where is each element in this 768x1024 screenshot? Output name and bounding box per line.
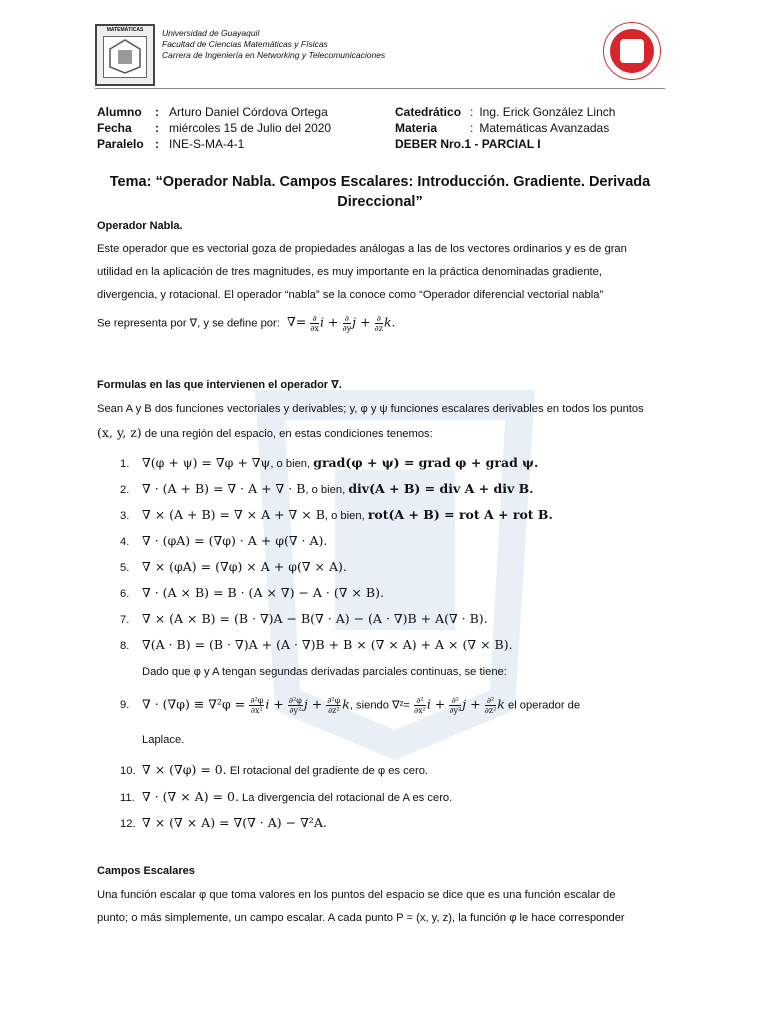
catedratico-label: Catedrático — [395, 105, 462, 119]
alumno-label: Alumno — [97, 105, 142, 119]
formula-item: 1. ∇(φ + ψ) = ∇φ + ∇ψ, o bien, grad(φ + ψ) = grad φ + grad ψ. — [120, 455, 539, 470]
parcial-label: - PARCIAL I — [474, 137, 541, 151]
laplace-text: Laplace. — [142, 734, 185, 746]
faculty-logo-text: MATEMÁTICAS — [106, 27, 144, 33]
paralelo-value: INE-S-MA-4-1 — [169, 137, 245, 151]
dado-que-text: Dado que φ y A tengan segundas derivadas parciales continuas, se tiene: — [142, 666, 507, 678]
campos-paragraph: Una función escalar φ que toma valores en los puntos del espacio se dice que es una función escalar de punto; o más simplemente, un campo escalar. A cada punto P = (x, y, z), la función φ le hace corresponder — [97, 889, 625, 924]
faculty-name: Facultad de Ciencias Matemáticas y Físicas — [162, 39, 328, 49]
course-info: Catedrático : Ing. Erick González Linch Materia : Matemáticas Avanzadas DEBER Nro.1 - PARCIAL I — [395, 105, 616, 151]
fecha-value: miércoles 15 de Julio del 2020 — [169, 121, 332, 135]
formula-item: 7. ∇ × (A × B) = (B · ∇)A − B(∇ · A) − (A · ∇)B + A(∇ · B). — [120, 611, 488, 626]
nabla-paragraph: Este operador que es vectorial goza de propiedades análogas a las de los vectores ordinarios y es de gran utilidad en la aplicación de tres magnitudes, es muy importante en la práctica denominadas gradiente, divergencia, y rotacional. El operador “nabla” se la conoce como “Operador diferencial vectorial nabla” — [97, 243, 627, 301]
network-icon — [620, 39, 644, 63]
formula-item: 5. ∇ × (φA) = (∇φ) × A + φ(∇ × A). — [120, 559, 347, 574]
faculty-logo — [95, 24, 155, 86]
formula-item: 6. ∇ · (A × B) = B · (A × ∇) − A · (∇ × B). — [120, 585, 384, 600]
section-heading-nabla: Operador Nabla. — [97, 220, 183, 232]
institution-header — [162, 28, 385, 61]
formula-item: 3. ∇ × (A + B) = ∇ × A + ∇ × B, o bien, rot(A + B) = rot A + rot B. — [120, 507, 553, 522]
formula-item-9: 9. ∇ · (∇φ) ≡ ∇²φ = $\frac{\text{∂²φ}}{\text{∂x²}}$ i + $\frac{\text{∂²φ}}{\text{∂y²}}$ j + $\frac{\text{∂²φ}}{\text{∂z²}}$ k, siendo ∇²= $\frac{\text{∂²}}{\text{∂x²}}$ i + $\frac{\text{∂²}}{\text{∂y²}}$ j + $\frac{\text{∂²}}{\text{∂z²}}$ k el operador de — [120, 696, 581, 715]
alumno-value: Arturo Daniel Córdova Ortega — [169, 105, 328, 119]
student-info: Alumno : Arturo Daniel Córdova Ortega Fecha : miércoles 15 de Julio del 2020 Paralelo : INE-S-MA-4-1 — [97, 105, 332, 151]
catedratico-value: Ing. Erick González Linch — [479, 105, 616, 119]
header-divider — [95, 88, 665, 89]
nabla-definition: Se representa por ∇, y se define por: ∇= $\frac{\partial}{\partial x}$ i + $\frac{\partial}{\partial y}$ j + $\frac{\partial}{\partial z}$ k. — [97, 314, 396, 333]
fecha-label: Fecha — [97, 121, 132, 135]
faculty-crest-icon — [104, 37, 146, 75]
section-heading-formulas: Formulas en las que intervienen el operador ∇. — [97, 379, 342, 391]
paralelo-label: Paralelo — [97, 137, 144, 151]
page-title: Tema: “Operador Nabla. Campos Escalares: Introducción. Gradiente. Derivada Direccional” — [109, 174, 651, 210]
section-heading-campos: Campos Escalares — [97, 865, 195, 877]
formula-item: 2. ∇ · (A + B) = ∇ · A + ∇ · B, o bien, div(A + B) = div A + div B. — [120, 481, 534, 496]
formulas-intro: Sean A y B dos funciones vectoriales y derivables; y, φ y ψ funciones escalares derivables en todos los puntos (x, y, z) de una región del espacio, en estas condiciones tenemos: — [97, 403, 644, 440]
formula-item: 4. ∇ · (φA) = (∇φ) · A + φ(∇ · A). — [120, 533, 328, 548]
career-name: Carrera de Ingeniería en Networking y Telecomunicaciones — [162, 50, 386, 60]
materia-label: Materia — [395, 121, 438, 135]
career-logo — [603, 22, 661, 80]
formula-item-11: 11. ∇ · (∇ × A) = 0. La divergencia del rotacional de A es cero. — [120, 789, 453, 804]
formula-item: 8. ∇(A · B) = (B · ∇)A + (A · ∇)B + B × (∇ × A) + A × (∇ × B). — [120, 637, 513, 652]
university-name: Universidad de Guayaquil — [162, 28, 260, 38]
deber-label: DEBER Nro.1 — [395, 137, 472, 151]
materia-value: Matemáticas Avanzadas — [479, 121, 610, 135]
formula-item-12: 12. ∇ × (∇ × A) = ∇(∇ · A) − ∇²A. — [120, 815, 327, 830]
formula-item-10: 10. ∇ × (∇φ) = 0. El rotacional del gradiente de φ es cero. — [120, 762, 429, 777]
